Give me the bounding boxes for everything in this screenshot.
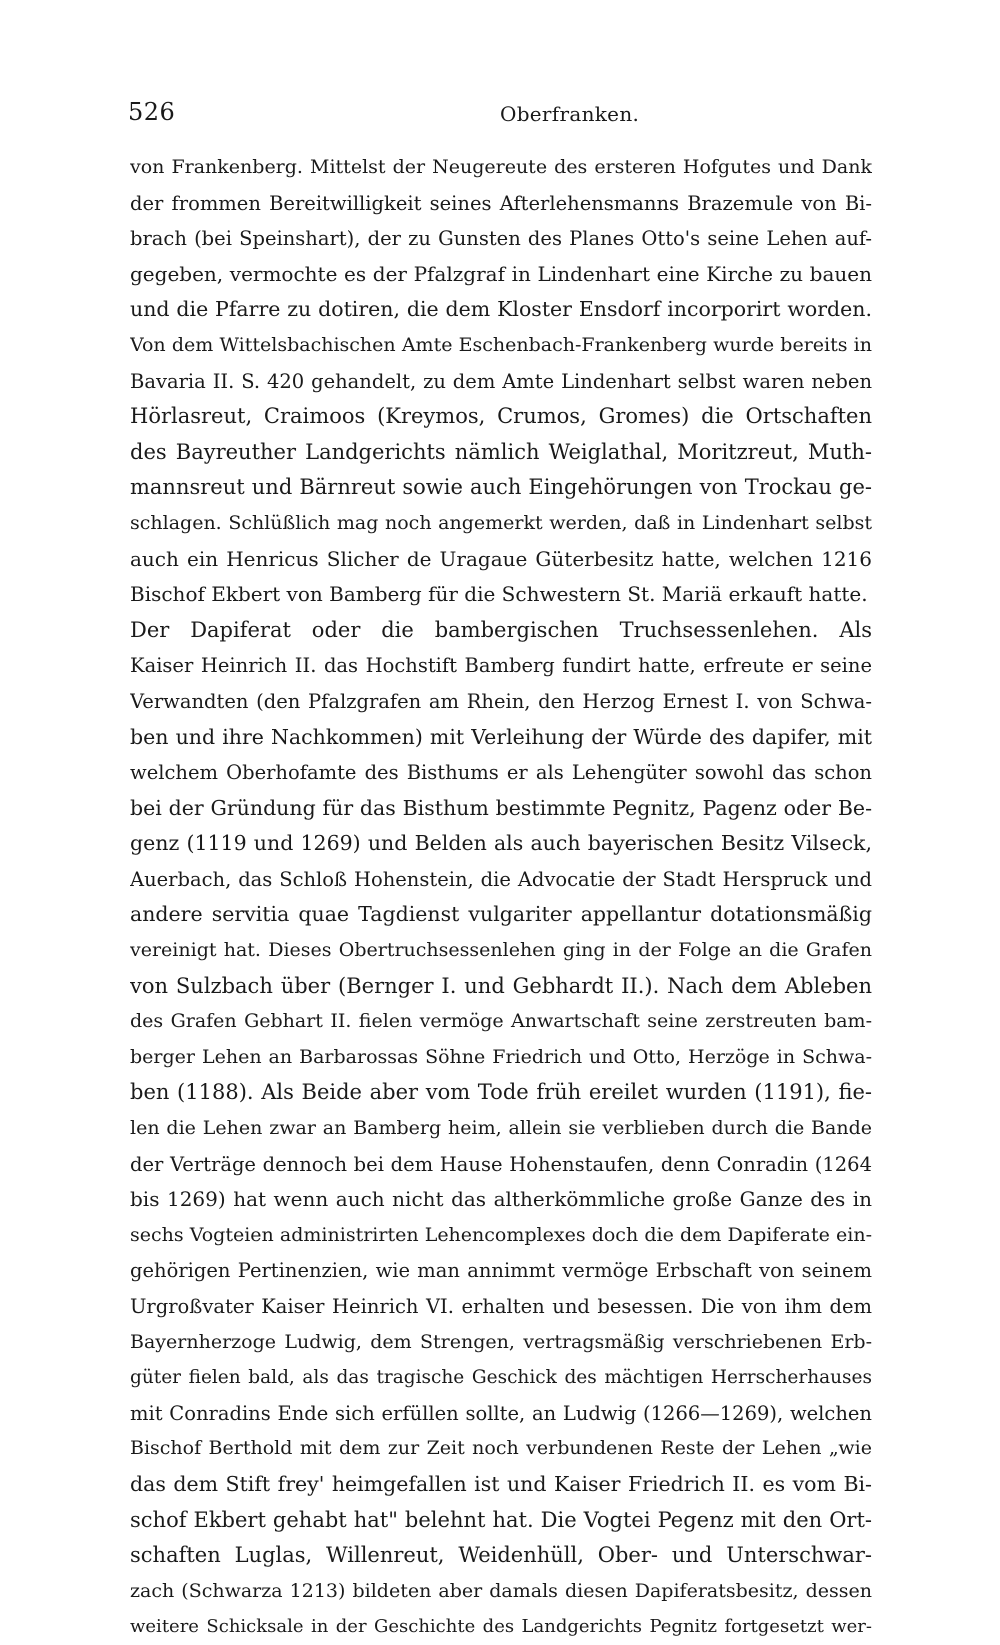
text-line: bei der Gründung für das Bisthum bestimmte Pegnitz, Pagenz oder Be- xyxy=(130,795,872,820)
text-line: Verwandten (den Pfalzgrafen am Rhein, den Herzog Ernest I. von Schwa- xyxy=(130,689,872,713)
text-line: gegeben, vermochte es der Pfalzgraf in Lindenhart eine Kirche zu bauen xyxy=(130,261,872,286)
text-line: brach (bei Speinshart), der zu Gunsten des Planes Otto's seine Lehen auf- xyxy=(130,227,872,251)
text-line: mit Conradins Ende sich erfüllen sollte, an Ludwig (1266—1269), welchen xyxy=(130,1401,872,1425)
text-line: sechs Vogteien administrirten Lehencomplexes doch die dem Dapiferate ein- xyxy=(130,1223,872,1246)
text-line: Urgroßvater Kaiser Heinrich VI. erhalten und besessen. Die von ihm dem xyxy=(130,1295,872,1318)
text-line: Bischof Berthold mit dem zur Zeit noch verbundenen Reste der Lehen „wie xyxy=(130,1437,872,1460)
text-line: vereinigt hat. Dieses Obertruchsessenlehen ging in der Folge an die Grafen xyxy=(130,939,872,962)
text-line: Bischof Ekbert von Bamberg für die Schwestern St. Mariä erkauft hatte. xyxy=(130,582,868,607)
text-line: schof Ekbert gehabt hat" belehnt hat. Die Vogtei Pegenz mit den Ort- xyxy=(130,1507,872,1532)
text-line: zach (Schwarza 1213) bildeten aber damals diesen Dapiferatsbesitz, dessen xyxy=(130,1579,872,1602)
text-line: mannsreut und Bärnreut sowie auch Eingehörungen von Trockau ge- xyxy=(130,475,872,500)
section-heading-line: Der Dapiferat oder die bambergischen Truchsessenlehen. Als xyxy=(130,617,872,642)
text-line: len die Lehen zwar an Bamberg heim, allein sie verblieben durch die Bande xyxy=(130,1117,872,1140)
body-text xyxy=(130,150,872,1645)
text-line: von Sulzbach über (Bernger I. und Gebhardt II.). Nach dem Ableben xyxy=(130,973,872,998)
text-line: von Frankenberg. Mittelst der Neugereute des ersteren Hofgutes und Dank xyxy=(130,156,872,178)
text-line: Bayernherzoge Ludwig, dem Strengen, vertragsmäßig verschriebenen Erb- xyxy=(130,1330,872,1353)
text-line: gehörigen Pertinenzien, wie man annimmt vermöge Erbschaft von seinem xyxy=(130,1259,872,1283)
text-line: der Verträge dennoch bei dem Hause Hohenstaufen, denn Conradin (1264 xyxy=(130,1152,872,1176)
text-line: Auerbach, das Schloß Hohenstein, die Advocatie der Stadt Herspruck und xyxy=(130,867,872,891)
text-line: Hörlasreut, Craimoos (Kreymos, Crumos, Gromes) die Ortschaften xyxy=(130,404,872,429)
text-line: güter fielen bald, als das tragische Geschick des mächtigen Herrscherhauses xyxy=(130,1367,872,1389)
text-line: schaften Luglas, Willenreut, Weidenhüll, Ober- und Unterschwar- xyxy=(130,1543,872,1568)
text-line: Von dem Wittelsbachischen Amte Eschenbach-Frankenberg wurde bereits in xyxy=(130,333,872,356)
running-head: Oberfranken. xyxy=(500,102,640,126)
text-line: ben und ihre Nachkommen) mit Verleihung der Würde des dapifer, mit xyxy=(130,724,872,749)
text-line: auch ein Henricus Slicher de Uragaue Güterbesitz hatte, welchen 1216 xyxy=(130,546,872,571)
text-line: ben (1188). Als Beide aber vom Tode früh ereilet wurden (1191), fie- xyxy=(130,1080,872,1105)
text-line: bis 1269) hat wenn auch nicht das altherkömmliche große Ganze des in xyxy=(130,1187,872,1212)
text-line: der frommen Bereitwilligkeit seines Afterlehensmanns Brazemule von Bi- xyxy=(130,191,872,215)
text-line: andere servitia quae Tagdienst vulgariter appellantur dotationsmäßig xyxy=(130,902,872,927)
page-header xyxy=(128,98,870,132)
text-line: genz (1119 und 1269) und Belden als auch bayerischen Besitz Vilseck, xyxy=(130,831,872,856)
text-line: welchem Oberhofamte des Bisthums er als Lehengüter sowohl das schon xyxy=(130,761,872,785)
text-line: das dem Stift frey' heimgefallen ist und Kaiser Friedrich II. es vom Bi- xyxy=(130,1471,872,1496)
text-line: berger Lehen an Barbarossas Söhne Friedrich und Otto, Herzöge in Schwa- xyxy=(130,1045,872,1068)
text-line: schlagen. Schlüßlich mag noch angemerkt werden, daß in Lindenhart selbst xyxy=(130,511,872,534)
text-line: weitere Schicksale in der Geschichte des Landgerichts Pegnitz fortgesetzt wer- xyxy=(130,1616,872,1638)
text-line: und die Pfarre zu dotiren, die dem Kloster Ensdorf incorporirt worden. xyxy=(130,297,872,322)
page-number: 526 xyxy=(128,98,176,126)
text-line: Kaiser Heinrich II. das Hochstift Bamberg fundirt hatte, erfreute er seine xyxy=(130,654,872,678)
text-line: des Grafen Gebhart II. fielen vermöge Anwartschaft seine zerstreuten bam- xyxy=(130,1010,872,1033)
text-line: des Bayreuther Landgerichts nämlich Weiglathal, Moritzreut, Muth- xyxy=(130,439,872,464)
text-line: Bavaria II. S. 420 gehandelt, zu dem Amte Lindenhart selbst waren neben xyxy=(130,369,872,393)
